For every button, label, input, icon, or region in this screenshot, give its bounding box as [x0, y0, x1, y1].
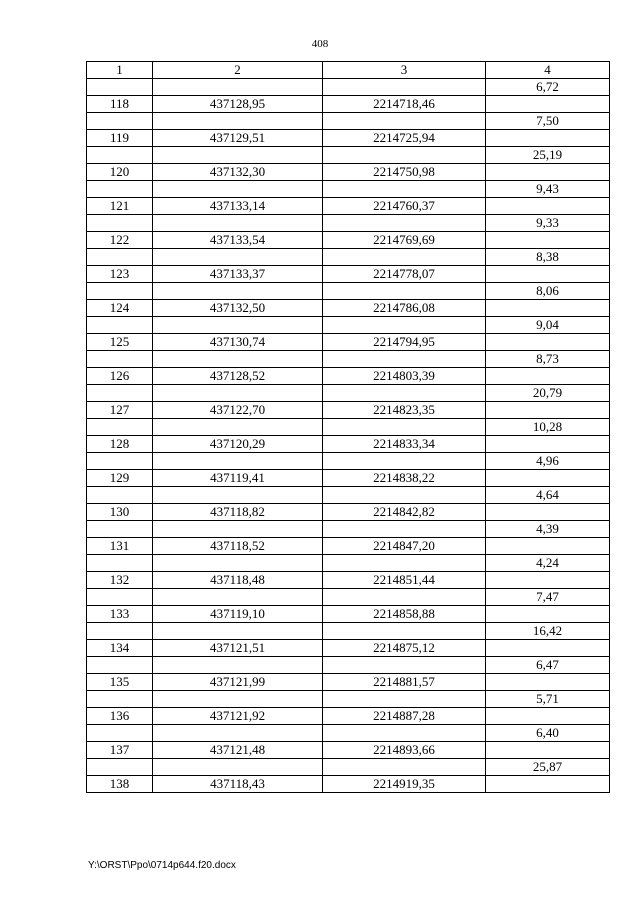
- table-cell: [153, 181, 323, 198]
- table-row: [87, 79, 610, 96]
- table-cell: 2214786,08: [323, 300, 486, 317]
- table-cell: [486, 436, 610, 453]
- table-cell: 437118,82: [153, 504, 323, 521]
- table-row: [87, 368, 610, 385]
- table-row: [87, 283, 610, 300]
- table-cell: [486, 402, 610, 419]
- table-cell: 437133,37: [153, 266, 323, 283]
- table-cell: 437120,29: [153, 436, 323, 453]
- table-cell: 437128,95: [153, 96, 323, 113]
- table-row: [87, 334, 610, 351]
- table-row: [87, 708, 610, 725]
- page-number: 408: [311, 38, 329, 50]
- table-cell: 2214725,94: [323, 130, 486, 147]
- table-row: [87, 419, 610, 436]
- table-cell: 8,73: [486, 351, 610, 368]
- table-cell: [486, 572, 610, 589]
- table-cell: [87, 79, 153, 96]
- table-row: [87, 164, 610, 181]
- table-cell: [323, 385, 486, 402]
- table-row: [87, 351, 610, 368]
- table-cell: 10,28: [486, 419, 610, 436]
- table-cell: [486, 674, 610, 691]
- file-path-footer: Y:\ORST\Ppo\0714p644.f20.docx: [88, 860, 236, 871]
- table-cell: [153, 453, 323, 470]
- table-cell: [87, 351, 153, 368]
- table-cell: [323, 657, 486, 674]
- table-cell: [87, 487, 153, 504]
- table-row: [87, 538, 610, 555]
- table-cell: [486, 776, 610, 793]
- table-cell: 437132,30: [153, 164, 323, 181]
- column-header: 3: [323, 62, 486, 79]
- table-cell: [323, 691, 486, 708]
- table-cell: 4,96: [486, 453, 610, 470]
- table-cell: 437121,51: [153, 640, 323, 657]
- table-cell: [486, 266, 610, 283]
- table-cell: 437130,74: [153, 334, 323, 351]
- table-cell: 134: [87, 640, 153, 657]
- table-cell: 130: [87, 504, 153, 521]
- table-cell: [486, 708, 610, 725]
- table-cell: [486, 96, 610, 113]
- table-cell: [153, 555, 323, 572]
- table-cell: 2214750,98: [323, 164, 486, 181]
- table-cell: [153, 113, 323, 130]
- table-row: [87, 453, 610, 470]
- table-cell: 437132,50: [153, 300, 323, 317]
- table-cell: [87, 691, 153, 708]
- table-cell: 121: [87, 198, 153, 215]
- table-cell: [323, 317, 486, 334]
- table-row: [87, 657, 610, 674]
- table-cell: 129: [87, 470, 153, 487]
- table-row: [87, 606, 610, 623]
- table-cell: 437121,92: [153, 708, 323, 725]
- table-row: [87, 232, 610, 249]
- table-cell: [87, 317, 153, 334]
- table-cell: 437119,41: [153, 470, 323, 487]
- coordinates-table: [86, 61, 610, 793]
- table-cell: 2214875,12: [323, 640, 486, 657]
- table-row: [87, 385, 610, 402]
- table-cell: 2214881,57: [323, 674, 486, 691]
- table-cell: 133: [87, 606, 153, 623]
- table-cell: 437118,52: [153, 538, 323, 555]
- table-row: [87, 776, 610, 793]
- table-cell: [87, 759, 153, 776]
- table-row: [87, 300, 610, 317]
- table-cell: [153, 419, 323, 436]
- table-row: [87, 113, 610, 130]
- table-cell: 4,64: [486, 487, 610, 504]
- table-cell: [486, 470, 610, 487]
- table-cell: 128: [87, 436, 153, 453]
- table-cell: 126: [87, 368, 153, 385]
- table-cell: [323, 249, 486, 266]
- table-cell: [153, 317, 323, 334]
- table-row: [87, 317, 610, 334]
- table-cell: 123: [87, 266, 153, 283]
- table-cell: 8,06: [486, 283, 610, 300]
- table-cell: 2214794,95: [323, 334, 486, 351]
- table-row: [87, 725, 610, 742]
- table-cell: 437119,10: [153, 606, 323, 623]
- table-cell: [87, 181, 153, 198]
- table-cell: 120: [87, 164, 153, 181]
- table-row: [87, 589, 610, 606]
- table-row: [87, 504, 610, 521]
- table-cell: [153, 147, 323, 164]
- table-row: [87, 640, 610, 657]
- table-row: [87, 130, 610, 147]
- table-cell: 437118,43: [153, 776, 323, 793]
- table-cell: [323, 453, 486, 470]
- table-cell: [486, 742, 610, 759]
- table-row: [87, 181, 610, 198]
- table-cell: 125: [87, 334, 153, 351]
- column-header: 4: [486, 62, 610, 79]
- table-row: [87, 470, 610, 487]
- table-cell: 6,47: [486, 657, 610, 674]
- table-cell: 9,04: [486, 317, 610, 334]
- table-cell: [486, 640, 610, 657]
- table-row: [87, 572, 610, 589]
- table-cell: 25,19: [486, 147, 610, 164]
- table-cell: 2214769,69: [323, 232, 486, 249]
- table-cell: 136: [87, 708, 153, 725]
- table-cell: [87, 215, 153, 232]
- table-cell: 437133,54: [153, 232, 323, 249]
- table-cell: 135: [87, 674, 153, 691]
- table-cell: 7,47: [486, 589, 610, 606]
- table-cell: 2214847,20: [323, 538, 486, 555]
- table-cell: 6,40: [486, 725, 610, 742]
- table-cell: [153, 249, 323, 266]
- table-cell: [323, 555, 486, 572]
- table-cell: 437129,51: [153, 130, 323, 147]
- table-cell: [486, 300, 610, 317]
- table-row: [87, 487, 610, 504]
- table-cell: [87, 147, 153, 164]
- table-row: [87, 691, 610, 708]
- table-cell: [323, 283, 486, 300]
- table-cell: [153, 351, 323, 368]
- table-cell: [153, 623, 323, 640]
- table-cell: [153, 725, 323, 742]
- table-cell: [486, 606, 610, 623]
- table-cell: [323, 419, 486, 436]
- table-cell: [153, 657, 323, 674]
- table-cell: [486, 368, 610, 385]
- table-cell: 2214893,66: [323, 742, 486, 759]
- table-cell: [87, 521, 153, 538]
- table-row: [87, 249, 610, 266]
- table-cell: 2214833,34: [323, 436, 486, 453]
- table-cell: 25,87: [486, 759, 610, 776]
- table-cell: 137: [87, 742, 153, 759]
- table-row: [87, 674, 610, 691]
- table-cell: 132: [87, 572, 153, 589]
- table-cell: 437118,48: [153, 572, 323, 589]
- table-row: [87, 555, 610, 572]
- table-cell: [323, 759, 486, 776]
- table-row: [87, 266, 610, 283]
- table-cell: [486, 334, 610, 351]
- table-cell: 2214803,39: [323, 368, 486, 385]
- table-cell: 2214823,35: [323, 402, 486, 419]
- table-cell: [153, 521, 323, 538]
- table-cell: [486, 130, 610, 147]
- table-cell: 20,79: [486, 385, 610, 402]
- table-cell: [87, 453, 153, 470]
- table-cell: [323, 215, 486, 232]
- table-row: [87, 198, 610, 215]
- table-cell: [323, 147, 486, 164]
- table-row: [87, 215, 610, 232]
- table-row: [87, 96, 610, 113]
- table-cell: [323, 351, 486, 368]
- table-cell: 119: [87, 130, 153, 147]
- table-row: [87, 521, 610, 538]
- table-header-row: [87, 62, 610, 79]
- table-cell: [87, 283, 153, 300]
- table-cell: [323, 113, 486, 130]
- table-cell: 4,24: [486, 555, 610, 572]
- column-header: 1: [87, 62, 153, 79]
- table-cell: [486, 198, 610, 215]
- table-cell: 437133,14: [153, 198, 323, 215]
- table-cell: 124: [87, 300, 153, 317]
- table-cell: [323, 725, 486, 742]
- table-cell: 138: [87, 776, 153, 793]
- table-cell: 437121,48: [153, 742, 323, 759]
- table-cell: 9,33: [486, 215, 610, 232]
- table-cell: [87, 623, 153, 640]
- table-cell: 118: [87, 96, 153, 113]
- table-cell: 122: [87, 232, 153, 249]
- table-cell: [153, 589, 323, 606]
- table-row: [87, 436, 610, 453]
- table-cell: [323, 487, 486, 504]
- table-cell: 5,71: [486, 691, 610, 708]
- table-cell: [153, 79, 323, 96]
- table-cell: [323, 181, 486, 198]
- table-cell: [486, 232, 610, 249]
- table-cell: 2214718,46: [323, 96, 486, 113]
- table-cell: 2214858,88: [323, 606, 486, 623]
- table-cell: 437128,52: [153, 368, 323, 385]
- table-cell: [153, 759, 323, 776]
- column-header: 2: [153, 62, 323, 79]
- table-cell: 6,72: [486, 79, 610, 96]
- table-row: [87, 759, 610, 776]
- table-cell: [323, 521, 486, 538]
- table-cell: 2214760,37: [323, 198, 486, 215]
- table-cell: [153, 487, 323, 504]
- table-cell: 437122,70: [153, 402, 323, 419]
- table-row: [87, 742, 610, 759]
- table-cell: 2214919,35: [323, 776, 486, 793]
- table-cell: 4,39: [486, 521, 610, 538]
- table-cell: [87, 113, 153, 130]
- table-cell: 2214838,22: [323, 470, 486, 487]
- table-cell: 7,50: [486, 113, 610, 130]
- table-cell: [486, 504, 610, 521]
- table-cell: 2214887,28: [323, 708, 486, 725]
- table-cell: [323, 623, 486, 640]
- table-row: [87, 147, 610, 164]
- table-cell: 437121,99: [153, 674, 323, 691]
- table-cell: [153, 215, 323, 232]
- table-cell: [486, 538, 610, 555]
- table-cell: [153, 691, 323, 708]
- table-row: [87, 402, 610, 419]
- table-cell: 8,38: [486, 249, 610, 266]
- table-cell: [87, 725, 153, 742]
- table-cell: [153, 385, 323, 402]
- table-cell: 9,43: [486, 181, 610, 198]
- table-cell: [87, 555, 153, 572]
- table-cell: [87, 249, 153, 266]
- table-cell: [87, 589, 153, 606]
- table-cell: [87, 385, 153, 402]
- table-cell: [323, 79, 486, 96]
- table-cell: 2214851,44: [323, 572, 486, 589]
- table-cell: 2214778,07: [323, 266, 486, 283]
- table-cell: 127: [87, 402, 153, 419]
- table-cell: 131: [87, 538, 153, 555]
- table-row: [87, 623, 610, 640]
- table-cell: [87, 657, 153, 674]
- table-cell: [323, 589, 486, 606]
- table-cell: 2214842,82: [323, 504, 486, 521]
- table-cell: [153, 283, 323, 300]
- table-cell: [87, 419, 153, 436]
- table-cell: 16,42: [486, 623, 610, 640]
- table-cell: [486, 164, 610, 181]
